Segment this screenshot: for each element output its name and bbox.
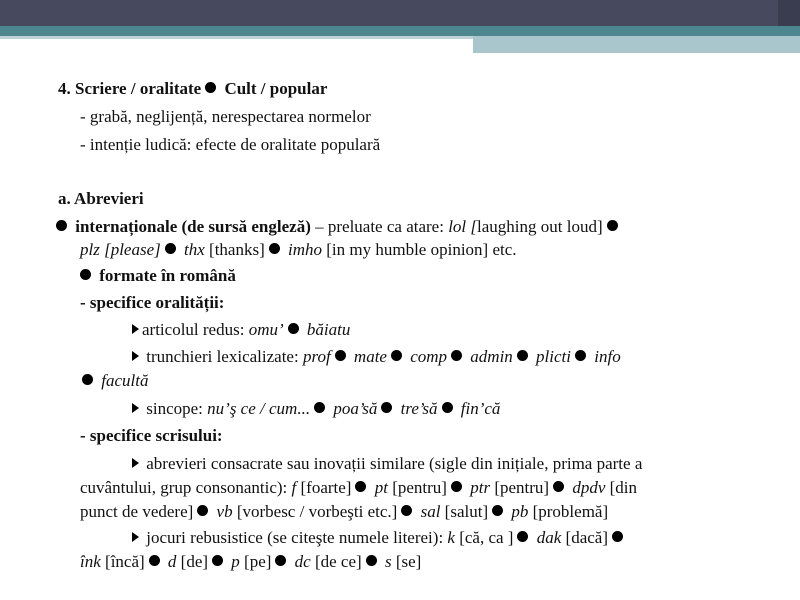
- scris-joc-line-1: jocuri rebusistice (se citeşte numele literei): k [că, ca ] dak [dacă]: [132, 527, 627, 549]
- bullet-dot-icon: [612, 531, 623, 542]
- bullet-dot-icon: [607, 220, 618, 231]
- arrow-bullet-icon: [132, 532, 139, 542]
- bullet-dot-icon: [335, 350, 346, 361]
- header-band-accent: [778, 0, 800, 26]
- bullet-dot-icon: [366, 555, 377, 566]
- bullet-dot-icon: [269, 243, 280, 254]
- bullet-dot-icon: [451, 350, 462, 361]
- arrow-bullet-icon: [132, 351, 139, 361]
- bullet-dot-icon: [275, 555, 286, 566]
- bullet-dot-icon: [355, 481, 366, 492]
- bullet-dot-icon: [165, 243, 176, 254]
- arrow-bullet-icon: [132, 403, 139, 413]
- bullet-dot-icon: [149, 555, 160, 566]
- header-band-light-left: [0, 36, 473, 39]
- bullet-dot-icon: [553, 481, 564, 492]
- arrow-bullet-icon: [132, 324, 139, 334]
- header-band-light-right: [473, 36, 800, 53]
- oral-article-line: articolul redus: omu’ băiatu: [132, 319, 350, 341]
- oral-sincope-line: sincope: nu’ş ce / cum... poa’să tre’să fin’că: [132, 398, 500, 420]
- bullet-dot-icon: [82, 374, 93, 385]
- scris-abrev-line-1: abrevieri consacrate sau inovații similare (sigle din inițiale, prima parte a: [132, 453, 642, 475]
- bullet-dot-icon: [492, 505, 503, 516]
- bullet-dot-icon: [56, 220, 67, 231]
- bullet-dot-icon: [442, 402, 453, 413]
- header-band-teal: [0, 26, 800, 36]
- bullet-dot-icon: [517, 350, 528, 361]
- bullet-dot-icon: [288, 323, 299, 334]
- international-line-1: internaționale (de sursă engleză) – preluate ca atare: lol [laughing out loud]: [56, 216, 622, 238]
- formate-line: formate în română: [80, 265, 236, 287]
- header-band-dark: [0, 0, 800, 26]
- bullet-dot-icon: [80, 269, 91, 280]
- scris-joc-line-2: înk [încă] d [de] p [pe] dc [de ce] s [se]: [80, 552, 422, 571]
- bullet-dot-icon: [517, 531, 528, 542]
- international-line-2: plz [please] thx [thanks] imho [in my humble opinion] etc.: [80, 240, 517, 259]
- bullet-dot-icon: [314, 402, 325, 413]
- bullet-dot-icon: [212, 555, 223, 566]
- oral-trunc-line-2: facultă: [82, 370, 148, 392]
- section-heading: 4. Scriere / oralitate Cult / popular: [58, 79, 328, 98]
- intro-line-2: - intenție ludică: efecte de oralitate populară: [80, 135, 381, 154]
- bullet-dot-icon: [197, 505, 208, 516]
- oral-heading: - specifice oralității:: [80, 293, 225, 312]
- bullet-dot-icon: [401, 505, 412, 516]
- scris-abrev-line-3: punct de vedere] vb [vorbesc / vorbeşti etc.] sal [salut] pb [problemă]: [80, 502, 609, 521]
- scris-abrev-line-2: cuvântului, grup consonantic): f [foarte] pt [pentru] ptr [pentru] dpdv [din: [80, 478, 638, 497]
- bullet-dot-icon: [575, 350, 586, 361]
- bullet-dot-icon: [391, 350, 402, 361]
- arrow-bullet-icon: [132, 458, 139, 468]
- bullet-dot-icon: [205, 82, 216, 93]
- bullet-dot-icon: [451, 481, 462, 492]
- oral-trunc-line-1: trunchieri lexicalizate: prof mate comp admin plicti info: [132, 346, 621, 368]
- scris-heading: - specifice scrisului:: [80, 426, 223, 445]
- subsection-title: a. Abrevieri: [58, 189, 144, 208]
- intro-line-1: - grabă, neglijență, nerespectarea normelor: [80, 107, 371, 126]
- bullet-dot-icon: [381, 402, 392, 413]
